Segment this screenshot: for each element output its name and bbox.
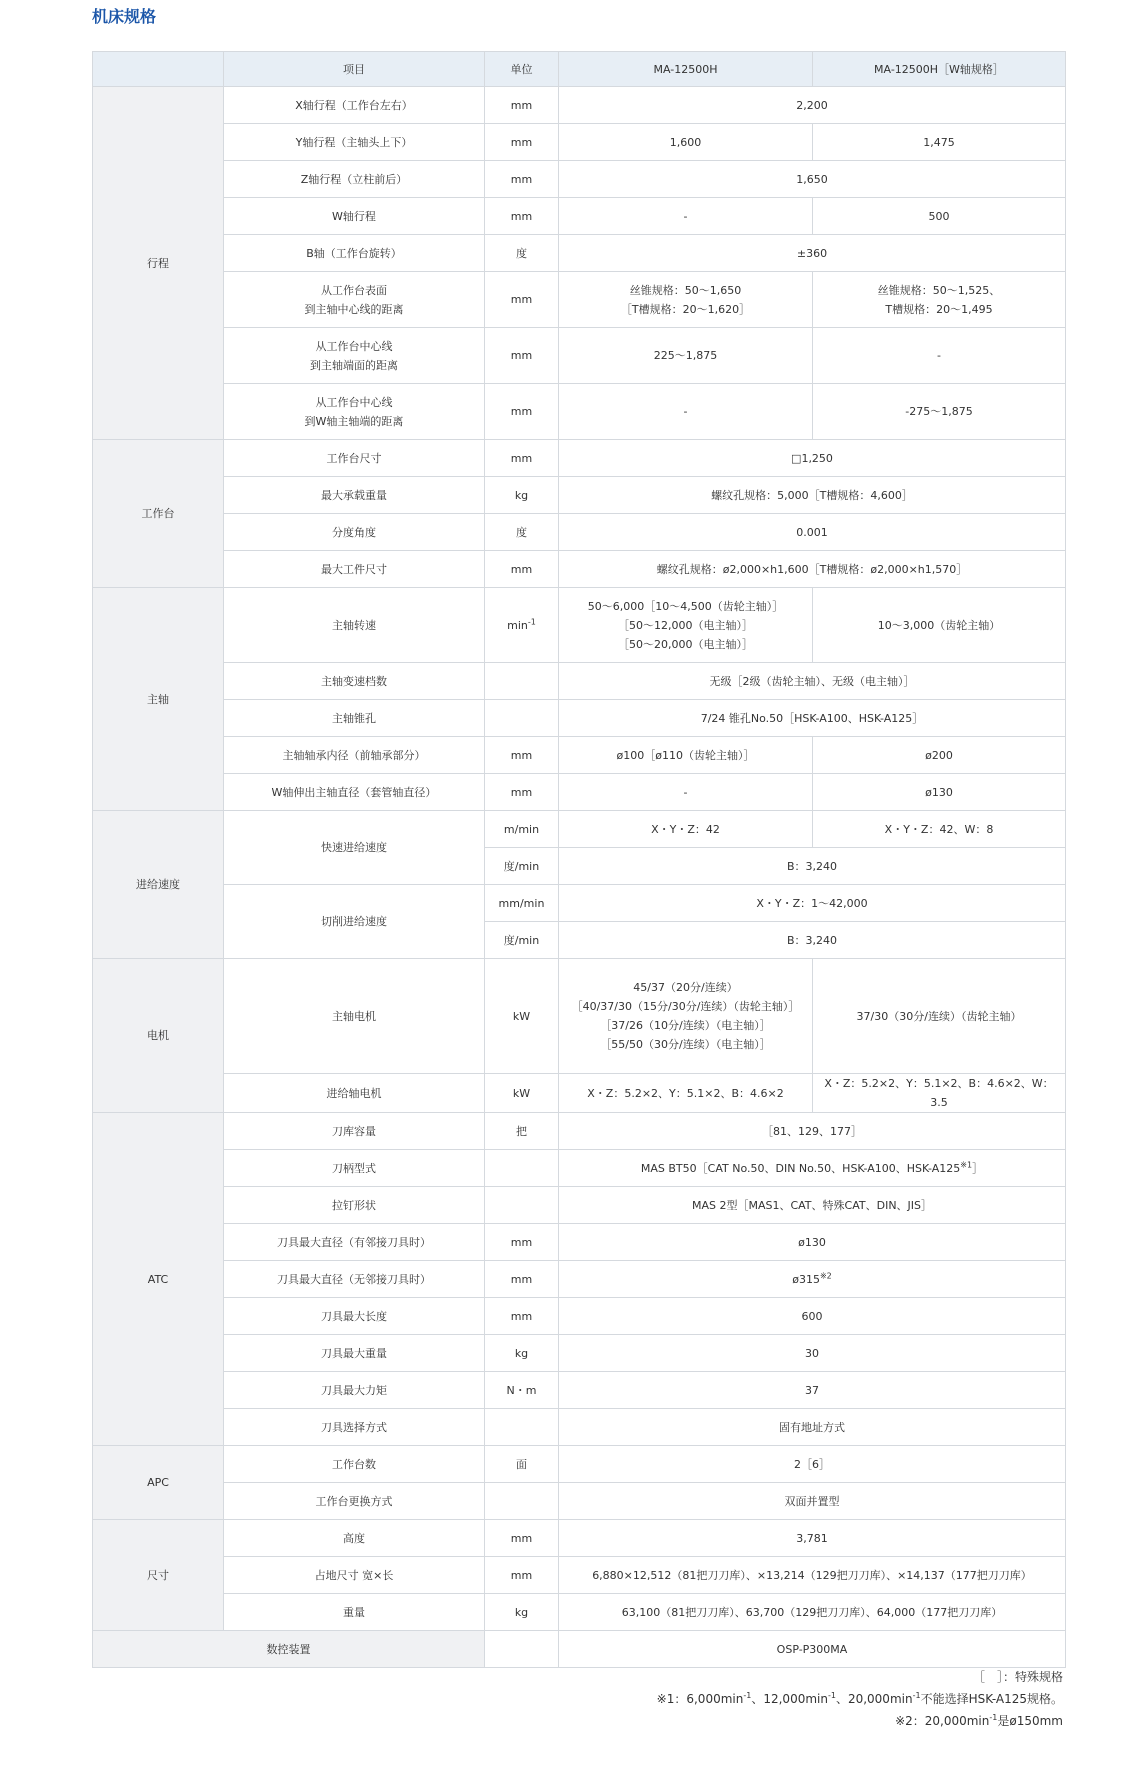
value-cutting-linear: X・Y・Z：1～42,000	[559, 885, 1066, 922]
note-1-part-a: ※1：6,000min	[656, 1692, 744, 1706]
item-y-travel: Y轴行程（主轴头上下）	[224, 124, 485, 161]
item-dist-w: 从工作台中心线 到W轴主轴端的距离	[224, 384, 485, 440]
value-shank	[559, 1150, 1066, 1187]
table-row	[93, 235, 1066, 272]
unit-tool-select	[485, 1409, 559, 1446]
value-a-spindle-motor: 45/37（20分/连续） ［40/37/30（15分/30分/连续）（齿轮主轴）］ ［37/26（10分/连续）（电主轴）］ ［55/50（30分/连续）（电主轴）］	[559, 959, 813, 1074]
item-z-travel: Z轴行程（立柱前后）	[224, 161, 485, 198]
value-spindle-taper: 7/24 锥孔No.50［HSK-A100、HSK-A125］	[559, 700, 1066, 737]
value-b-dist-center: -	[813, 328, 1066, 384]
item-w-travel: W轴行程	[224, 198, 485, 235]
value-a-dist-surface: 丝锥规格：50～1,650 ［T槽规格：20～1,620］	[559, 272, 813, 328]
item-spindle-motor: 主轴电机	[224, 959, 485, 1074]
unit-table-size: mm	[485, 440, 559, 477]
item-pull-stud: 拉钉形状	[224, 1187, 485, 1224]
table-row	[93, 811, 1066, 848]
table-row	[93, 477, 1066, 514]
item-x-travel: X轴行程（工作台左右）	[224, 87, 485, 124]
table-row	[93, 1483, 1066, 1520]
table-row	[93, 87, 1066, 124]
unit-w-travel: mm	[485, 198, 559, 235]
header-unit: 单位	[485, 52, 559, 87]
unit-b-axis: 度	[485, 235, 559, 272]
value-floor: 6,880×12,512（81把刀刀库）、×13,214（129把刀刀库）、×14,137（177把刀刀库）	[559, 1557, 1066, 1594]
item-bearing-dia: 主轴轴承内径（前轴承部分）	[224, 737, 485, 774]
table-row	[93, 1261, 1066, 1298]
value-b-w-dia: ø130	[813, 774, 1066, 811]
value-rapid-rotary: B：3,240	[559, 848, 1066, 885]
value-weight: 63,100（81把刀刀库）、63,700（129把刀刀库）、64,000（177把刀刀库）	[559, 1594, 1066, 1631]
note-ref-2: ※2	[819, 1270, 832, 1280]
group-nc: 数控装置	[93, 1631, 485, 1668]
unit-cutting-rotary: 度/min	[485, 922, 559, 959]
item-speed-ranges: 主轴变速档数	[224, 663, 485, 700]
unit-weight: kg	[485, 1594, 559, 1631]
table-row	[93, 1446, 1066, 1483]
group-spindle: 主轴	[93, 588, 224, 811]
unit-height: mm	[485, 1520, 559, 1557]
note-1-part-c: 、20,000min	[835, 1692, 913, 1706]
note-1-sup-3: -1	[912, 1691, 921, 1700]
value-a-dist-center: 225～1,875	[559, 328, 813, 384]
table-row	[93, 1557, 1066, 1594]
value-tool-len: 600	[559, 1298, 1066, 1335]
value-tool-dia-noadj	[559, 1261, 1066, 1298]
group-table: 工作台	[93, 440, 224, 588]
value-b-bearing-dia: ø200	[813, 737, 1066, 774]
item-cutting: 切削进给速度	[224, 885, 485, 959]
unit-nc	[485, 1631, 559, 1668]
table-row	[93, 700, 1066, 737]
value-index-angle: 0.001	[559, 514, 1066, 551]
unit-bearing-dia: mm	[485, 737, 559, 774]
unit-tool-dia-noadj: mm	[485, 1261, 559, 1298]
value-pallets: 2［6］	[559, 1446, 1066, 1483]
value-tool-wt: 30	[559, 1335, 1066, 1372]
value-shank-tail: ］	[972, 1161, 984, 1175]
header-item: 项目	[224, 52, 485, 87]
value-shank-main: MAS BT50［CAT No.50、DIN No.50、HSK-A100、HSK-A125	[640, 1161, 961, 1175]
note-1	[657, 1688, 1063, 1710]
item-spindle-speed: 主轴转速	[224, 588, 485, 663]
table-row	[93, 1150, 1066, 1187]
value-speed-ranges: 无级［2级（齿轮主轴）、无级（电主轴）］	[559, 663, 1066, 700]
table-row	[93, 1224, 1066, 1261]
value-b-axis: ±360	[559, 235, 1066, 272]
item-w-dia: W轴伸出主轴直径（套管轴直径）	[224, 774, 485, 811]
note-2-part-a: ※2：20,000min	[895, 1714, 990, 1728]
table-row	[93, 1520, 1066, 1557]
value-tool-torque: 37	[559, 1372, 1066, 1409]
table-row	[93, 551, 1066, 588]
item-b-axis: B轴（工作台旋转）	[224, 235, 485, 272]
unit-spindle-speed-sup: -1	[527, 616, 536, 626]
item-pallets: 工作台数	[224, 1446, 485, 1483]
value-max-work: 螺纹孔规格：ø2,000×h1,600［T槽规格：ø2,000×h1,570］	[559, 551, 1066, 588]
group-feed: 进给速度	[93, 811, 224, 959]
value-a-y-travel: 1,600	[559, 124, 813, 161]
note-1-sup-1: -1	[743, 1691, 752, 1700]
unit-pallets: 面	[485, 1446, 559, 1483]
item-weight: 重量	[224, 1594, 485, 1631]
unit-pallet-change	[485, 1483, 559, 1520]
unit-pull-stud	[485, 1187, 559, 1224]
group-atc: ATC	[93, 1113, 224, 1446]
note-ref-1: ※1	[960, 1159, 973, 1169]
value-b-spindle-speed: 10～3,000（齿轮主轴）	[813, 588, 1066, 663]
table-header-row	[93, 52, 1066, 87]
header-blank	[93, 52, 224, 87]
table-row	[93, 1187, 1066, 1224]
table-row	[93, 1631, 1066, 1668]
unit-rapid-linear: m/min	[485, 811, 559, 848]
value-a-feed-motor: X・Z：5.2×2、Y：5.1×2、B：4.6×2	[559, 1074, 813, 1113]
value-tool-dia-adj: ø130	[559, 1224, 1066, 1261]
value-a-rapid-linear: X・Y・Z：42	[559, 811, 813, 848]
value-a-bearing-dia: ø100［ø110（齿轮主轴）］	[559, 737, 813, 774]
item-dist-center: 从工作台中心线 到主轴端面的距离	[224, 328, 485, 384]
table-row	[93, 663, 1066, 700]
table-row	[93, 737, 1066, 774]
item-rapid: 快速进给速度	[224, 811, 485, 885]
table-row	[93, 1409, 1066, 1446]
unit-dist-w: mm	[485, 384, 559, 440]
header-model-b: MA-12500H［W轴规格］	[813, 52, 1066, 87]
unit-tool-dia-adj: mm	[485, 1224, 559, 1261]
unit-spindle-taper	[485, 700, 559, 737]
item-max-load: 最大承载重量	[224, 477, 485, 514]
value-b-dist-surface: 丝锥规格：50～1,525、 T槽规格：20～1,495	[813, 272, 1066, 328]
note-2-sup: -1	[989, 1713, 998, 1722]
table-row	[93, 198, 1066, 235]
unit-max-work: mm	[485, 551, 559, 588]
value-cutting-rotary: B：3,240	[559, 922, 1066, 959]
value-x-travel: 2,200	[559, 87, 1066, 124]
note-2	[657, 1710, 1063, 1732]
value-b-y-travel: 1,475	[813, 124, 1066, 161]
unit-w-dia: mm	[485, 774, 559, 811]
spec-table	[92, 51, 1066, 1668]
unit-magazine: 把	[485, 1113, 559, 1150]
item-tool-len: 刀具最大长度	[224, 1298, 485, 1335]
page-title: 机床规格	[92, 7, 157, 26]
item-magazine: 刀库容量	[224, 1113, 485, 1150]
value-height: 3,781	[559, 1520, 1066, 1557]
unit-rapid-rotary: 度/min	[485, 848, 559, 885]
value-tool-dia-noadj-main: ø315	[792, 1272, 820, 1286]
item-dist-surface: 从工作台表面 到主轴中心线的距离	[224, 272, 485, 328]
item-tool-wt: 刀具最大重量	[224, 1335, 485, 1372]
unit-speed-ranges	[485, 663, 559, 700]
table-row	[93, 272, 1066, 328]
table-row	[93, 1298, 1066, 1335]
table-row	[93, 124, 1066, 161]
table-row	[93, 885, 1066, 922]
table-row	[93, 161, 1066, 198]
group-apc: APC	[93, 1446, 224, 1520]
unit-spindle-speed	[485, 588, 559, 663]
table-row	[93, 1335, 1066, 1372]
unit-cutting-linear: mm/min	[485, 885, 559, 922]
item-index-angle: 分度角度	[224, 514, 485, 551]
value-b-spindle-motor: 37/30（30分/连续）（齿轮主轴）	[813, 959, 1066, 1074]
table-row	[93, 384, 1066, 440]
table-row	[93, 328, 1066, 384]
item-tool-dia-adj: 刀具最大直径（有邻接刀具时）	[224, 1224, 485, 1261]
unit-tool-wt: kg	[485, 1335, 559, 1372]
item-tool-select: 刀具选择方式	[224, 1409, 485, 1446]
value-pull-stud: MAS 2型［MAS1、CAT、特殊CAT、DIN、JIS］	[559, 1187, 1066, 1224]
unit-spindle-motor: kW	[485, 959, 559, 1074]
unit-shank	[485, 1150, 559, 1187]
item-pallet-change: 工作台更换方式	[224, 1483, 485, 1520]
value-nc: OSP-P300MA	[559, 1631, 1066, 1668]
value-magazine: ［81、129、177］	[559, 1113, 1066, 1150]
group-travel: 行程	[93, 87, 224, 440]
unit-x-travel: mm	[485, 87, 559, 124]
item-feed-motor: 进给轴电机	[224, 1074, 485, 1113]
item-table-size: 工作台尺寸	[224, 440, 485, 477]
value-tool-select: 固有地址方式	[559, 1409, 1066, 1446]
table-row	[93, 1372, 1066, 1409]
unit-z-travel: mm	[485, 161, 559, 198]
item-spindle-taper: 主轴锥孔	[224, 700, 485, 737]
unit-spindle-speed-base: min	[507, 618, 528, 632]
value-b-dist-w: -275～1,875	[813, 384, 1066, 440]
group-motor: 电机	[93, 959, 224, 1113]
value-a-w-travel: -	[559, 198, 813, 235]
table-row	[93, 1074, 1066, 1113]
table-row	[93, 514, 1066, 551]
value-a-dist-w: -	[559, 384, 813, 440]
value-max-load: 螺纹孔规格：5,000［T槽规格：4,600］	[559, 477, 1066, 514]
table-row	[93, 1594, 1066, 1631]
value-a-w-dia: -	[559, 774, 813, 811]
value-pallet-change: 双面并置型	[559, 1483, 1066, 1520]
table-row	[93, 440, 1066, 477]
table-row	[93, 774, 1066, 811]
table-row	[93, 959, 1066, 1074]
note-1-sup-2: -1	[827, 1691, 836, 1700]
unit-index-angle: 度	[485, 514, 559, 551]
note-1-part-b: 、12,000min	[751, 1692, 828, 1706]
value-table-size: □1,250	[559, 440, 1066, 477]
header-model-a: MA-12500H	[559, 52, 813, 87]
value-b-feed-motor: X・Z：5.2×2、Y：5.1×2、B：4.6×2、W：3.5	[813, 1074, 1066, 1113]
unit-max-load: kg	[485, 477, 559, 514]
unit-feed-motor: kW	[485, 1074, 559, 1113]
item-height: 高度	[224, 1520, 485, 1557]
value-a-spindle-speed: 50～6,000［10～4,500（齿轮主轴）］ ［50～12,000（电主轴）］ ［50～20,000（电主轴）］	[559, 588, 813, 663]
unit-floor: mm	[485, 1557, 559, 1594]
unit-y-travel: mm	[485, 124, 559, 161]
group-dims: 尺寸	[93, 1520, 224, 1631]
value-b-w-travel: 500	[813, 198, 1066, 235]
item-floor: 占地尺寸 宽×长	[224, 1557, 485, 1594]
item-tool-torque: 刀具最大力矩	[224, 1372, 485, 1409]
unit-dist-surface: mm	[485, 272, 559, 328]
item-max-work: 最大工件尺寸	[224, 551, 485, 588]
footnotes	[657, 1666, 1063, 1732]
note-1-part-d: 不能选择HSK-A125规格。	[920, 1692, 1063, 1706]
value-b-rapid-linear: X・Y・Z：42、W：8	[813, 811, 1066, 848]
item-shank: 刀柄型式	[224, 1150, 485, 1187]
value-z-travel: 1,650	[559, 161, 1066, 198]
table-row	[93, 1113, 1066, 1150]
note-2-part-b: 是ø150mm	[997, 1714, 1063, 1728]
unit-tool-torque: N・m	[485, 1372, 559, 1409]
unit-tool-len: mm	[485, 1298, 559, 1335]
item-tool-dia-noadj: 刀具最大直径（无邻接刀具时）	[224, 1261, 485, 1298]
table-row	[93, 588, 1066, 663]
note-bracket: ［ ］：特殊规格	[972, 1670, 1063, 1684]
unit-dist-center: mm	[485, 328, 559, 384]
